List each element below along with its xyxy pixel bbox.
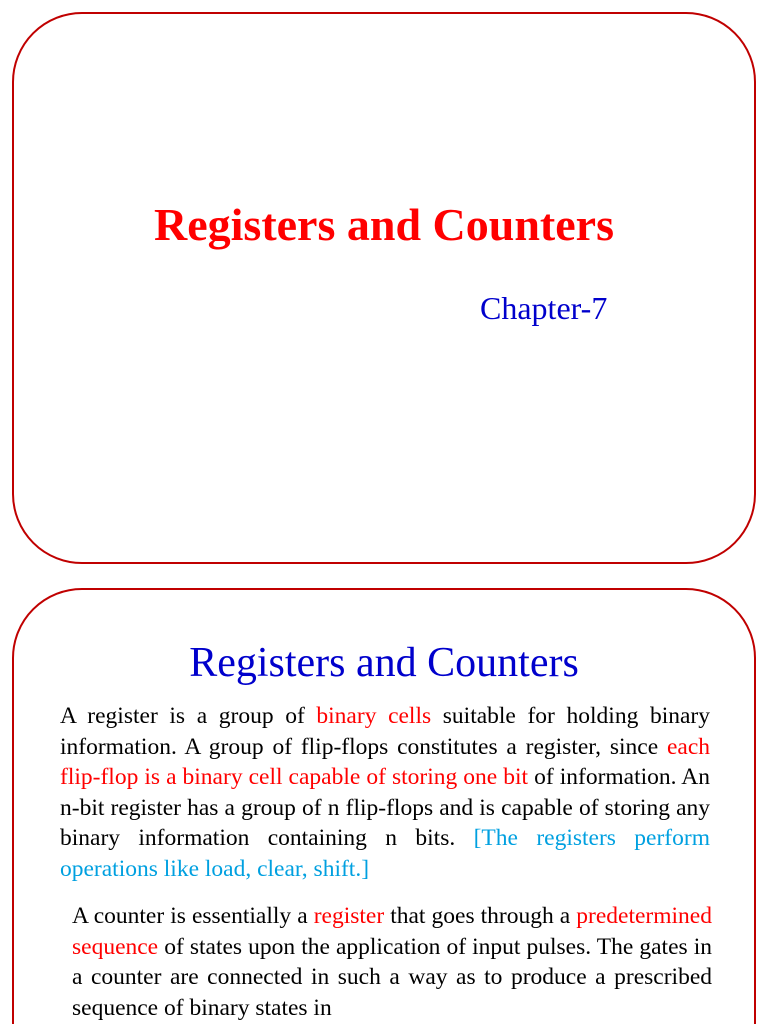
register-definition-paragraph <box>60 701 710 885</box>
chapter-label: Chapter-7 <box>480 290 608 326</box>
text-run: A register is a group of <box>60 703 317 729</box>
text-run: of information. An n-bit register has a group of n flip-flops and is capable of storing any binary information containing n bits. <box>60 764 710 852</box>
content-slide <box>12 588 756 1024</box>
text-run: that goes through a <box>384 903 577 929</box>
text-run: A counter is essentially a <box>72 903 314 929</box>
highlight-binary-cells: binary cells <box>316 703 432 729</box>
highlight-flip-flop-bit: each flip-flop is a binary cell capable of storing one bit <box>60 733 710 791</box>
text-run: of states upon the application of input pulses. The gates in a counter are connected in such a way as to produce a prescribed sequence of binary states in <box>72 933 712 1021</box>
highlight-register-operations: [The registers perform operations like load, clear, shift.] <box>60 825 710 882</box>
text-run: suitable for holding binary information. A group of flip-flops constitutes a register, since <box>60 703 710 760</box>
highlight-register: register <box>313 903 385 929</box>
slide-heading: Registers and Counters <box>189 640 579 686</box>
highlight-predetermined-sequence: predetermined sequence <box>72 903 712 960</box>
counter-definition-paragraph <box>72 901 712 1023</box>
title-slide <box>12 12 756 564</box>
slide-title: Registers and Counters <box>154 199 614 250</box>
